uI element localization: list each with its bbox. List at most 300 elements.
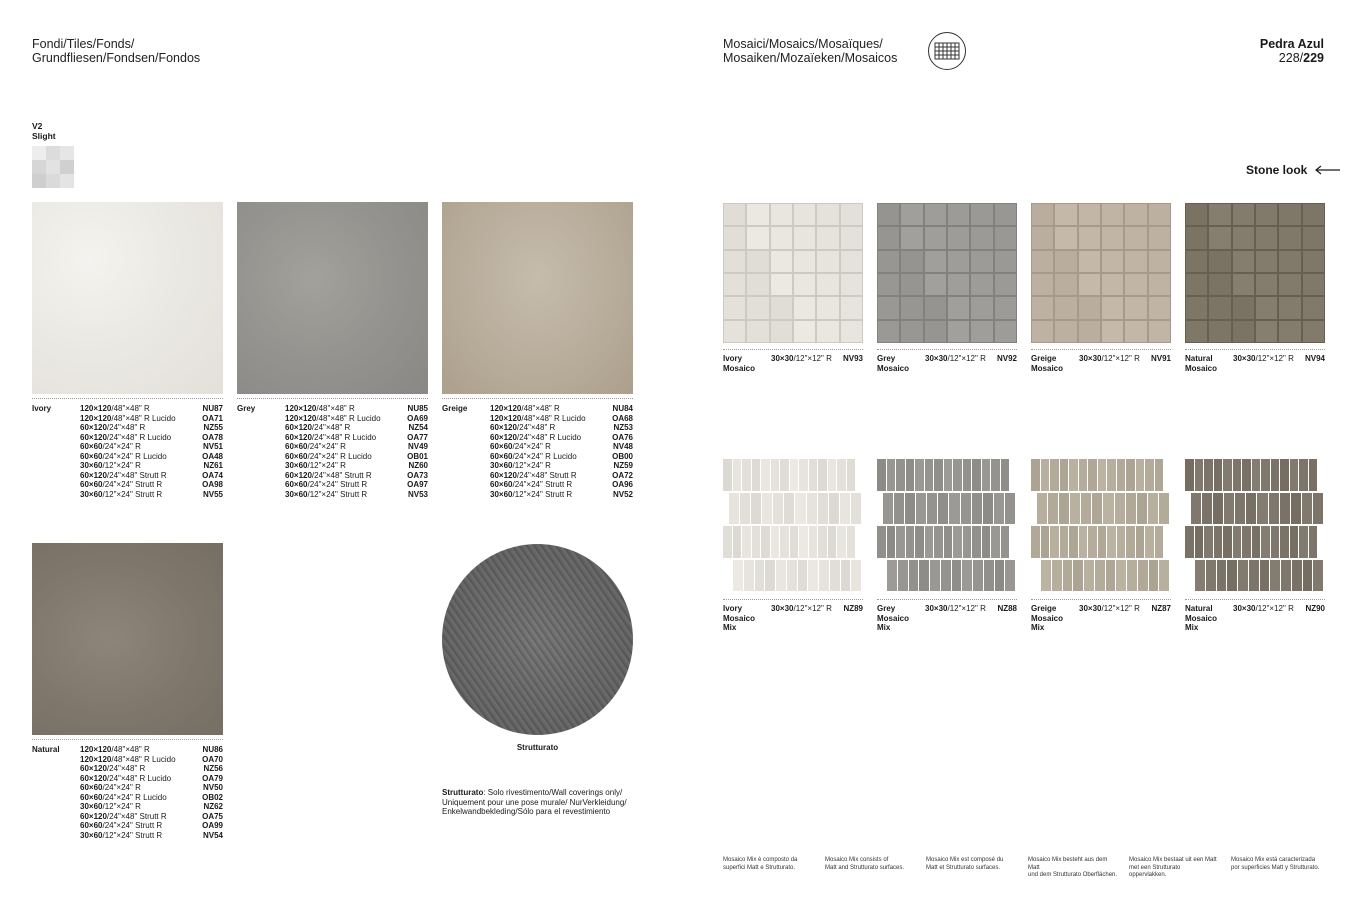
- spec-size: [285, 471, 372, 481]
- note-bold: Strutturato: [442, 788, 484, 797]
- mix-band: [733, 560, 861, 592]
- spec-size-cm: 60×60: [80, 821, 103, 830]
- mosaic-chip: [1095, 560, 1105, 592]
- mosaic-name-line3: Mix: [1031, 623, 1045, 632]
- spec-row: [285, 452, 428, 462]
- mosaic-chip: [1302, 493, 1312, 525]
- mosaic-chip: [1136, 526, 1145, 558]
- mosaic-chip: [925, 227, 946, 248]
- spec-row: [285, 404, 428, 414]
- mosaic-size-in: /12"×12" R: [1255, 354, 1294, 363]
- mosaic-chip: [1280, 493, 1290, 525]
- spec-size: [80, 793, 167, 803]
- mosaic-chip: [901, 227, 922, 248]
- spec-size-cm: 30×60: [80, 802, 103, 811]
- spec-size: [80, 783, 141, 793]
- divider: [877, 599, 1017, 600]
- spec-code: NV50: [202, 783, 223, 792]
- mosaic-name-line2: Mosaico: [723, 613, 756, 623]
- spec-size: [285, 404, 355, 414]
- mosaic-chip: [771, 204, 792, 225]
- mosaic-chip: [1059, 493, 1069, 525]
- mosaic-chip: [972, 459, 981, 491]
- mosaic-size: [925, 604, 986, 614]
- mosaic-name: [877, 354, 909, 373]
- spec-row: [80, 793, 223, 803]
- mosaic-chip: [1145, 459, 1154, 491]
- mosaic-chip: [818, 526, 827, 558]
- mosaic-name: [877, 604, 909, 633]
- mosaic-chip: [747, 204, 768, 225]
- spec-row: [490, 471, 633, 481]
- spec-code: NZ61: [203, 461, 223, 470]
- mosaic-mix-caption: [723, 604, 863, 634]
- mosaic-chip: [1281, 560, 1291, 592]
- mosaic-chip: [1032, 321, 1053, 342]
- mosaic-chip: [1223, 526, 1232, 558]
- mosaic-chip: [1149, 274, 1170, 295]
- page-right: 229: [1303, 51, 1324, 65]
- mosaic-chip: [1117, 459, 1126, 491]
- mosaic-image-greige: [1031, 203, 1171, 343]
- mosaic-name-line1: Ivory: [723, 604, 743, 613]
- mosaic-chip: [1233, 321, 1254, 342]
- mosaic-chip: [972, 526, 981, 558]
- mosaic-chip: [1079, 459, 1088, 491]
- spec-size-cm: 60×60: [80, 442, 103, 451]
- mosaic-size-in: /12"×12" R: [1101, 604, 1140, 613]
- mosaic-chip: [995, 274, 1016, 295]
- spec-row: [285, 480, 428, 490]
- mosaic-chip: [1279, 227, 1300, 248]
- spec-size-cm: 30×60: [490, 489, 513, 499]
- mosaic-chip: [944, 526, 953, 558]
- spec-size-cm: 60×60: [285, 451, 308, 461]
- mosaic-chip: [794, 274, 815, 295]
- mosaic-chip: [794, 204, 815, 225]
- mosaic-chip: [1149, 297, 1170, 318]
- mosaic-code: NV93: [842, 354, 863, 363]
- mosaic-chip: [761, 459, 770, 491]
- mosaic-chip: [762, 493, 772, 525]
- mosaic-chip: [787, 560, 797, 592]
- mosaic-chip: [784, 493, 794, 525]
- spec-size: [80, 423, 145, 433]
- spec-size-in: /24"×48" R Lucido: [106, 773, 172, 783]
- mosaic-chip: [799, 526, 808, 558]
- mosaic-chip: [952, 560, 962, 592]
- mosaic-chip: [1185, 459, 1194, 491]
- mosaic-chip: [906, 459, 915, 491]
- spec-code: NZ59: [613, 461, 633, 470]
- mosaic-chip: [1290, 526, 1299, 558]
- mosaic-name-line2: Mosaico: [877, 613, 910, 623]
- spec-row: [285, 461, 428, 471]
- mosaic-size-cm: 30×30: [771, 604, 794, 613]
- mosaic-chip: [1052, 560, 1062, 592]
- mosaic-chip: [818, 459, 827, 491]
- mosaic-chip: [841, 560, 851, 592]
- spec-size: [285, 461, 346, 471]
- spec-size: [285, 423, 350, 433]
- collection-header: [1260, 37, 1324, 65]
- spec-code: OA76: [612, 432, 633, 442]
- mosaic-chip: [1115, 493, 1125, 525]
- mosaic-chip: [948, 204, 969, 225]
- footnote-line2: und dem Strutturato Oberflächen.: [1028, 872, 1118, 878]
- spec-size-in: /48"×48" R: [111, 404, 150, 413]
- mosaic-chip: [1005, 560, 1015, 592]
- mosaic-chip: [1102, 321, 1123, 342]
- divider: [877, 349, 1017, 350]
- mosaic-chip: [995, 560, 1005, 592]
- spec-rows: [80, 745, 223, 840]
- spec-row: [490, 480, 633, 490]
- spec-code: OB00: [612, 451, 633, 461]
- mosaic-chip: [1041, 526, 1050, 558]
- spec-row: [80, 774, 223, 784]
- spec-row: [80, 471, 223, 481]
- mosaic-chip: [948, 227, 969, 248]
- mosaic-chip: [771, 274, 792, 295]
- section-title-mosaics: [723, 37, 897, 65]
- mosaic-name: [1031, 604, 1063, 633]
- mosaic-chip: [901, 251, 922, 272]
- mosaic-chip: [1125, 274, 1146, 295]
- mosaic-name: [723, 604, 755, 633]
- spec-code: NV54: [202, 830, 223, 840]
- mosaic-chip: [747, 297, 768, 318]
- spec-code: OA68: [612, 413, 633, 423]
- mosaic-chip: [1206, 560, 1216, 592]
- mosaic-chip: [780, 459, 789, 491]
- spec-size-cm: 60×60: [490, 442, 513, 451]
- mosaic-chip: [1303, 251, 1324, 272]
- tile-color-name: Grey: [237, 404, 256, 413]
- mosaic-chip: [878, 227, 899, 248]
- mosaic-chip: [1050, 459, 1059, 491]
- mosaic-chip: [1303, 297, 1324, 318]
- spec-code: NV51: [202, 442, 223, 451]
- footnote-line2: met een Strutturato oppervlakken.: [1129, 864, 1181, 878]
- mosaic-chip: [1242, 459, 1251, 491]
- mosaic-name-line3: Mix: [723, 623, 737, 632]
- mosaic-chip: [878, 274, 899, 295]
- mosaic-chip: [771, 297, 792, 318]
- mosaic-code: NZ90: [1305, 604, 1325, 613]
- spec-code: NV48: [612, 442, 633, 451]
- mosaic-chip: [1149, 204, 1170, 225]
- mosaic-chip: [1252, 526, 1261, 558]
- mosaic-caption: [1031, 354, 1171, 374]
- mosaic-chip: [896, 526, 905, 558]
- mosaic-chip: [1280, 526, 1289, 558]
- mosaic-chip: [1149, 251, 1170, 272]
- mix-band: [1037, 493, 1169, 525]
- spec-size: [80, 452, 167, 462]
- mosaic-chip: [1270, 560, 1280, 592]
- mosaic-chip: [1088, 526, 1097, 558]
- mosaic-chip: [1125, 321, 1146, 342]
- spec-row: [80, 480, 223, 490]
- mosaic-chip: [1055, 204, 1076, 225]
- mosaic-chip: [878, 321, 899, 342]
- mosaic-chip: [1235, 493, 1245, 525]
- spec-code: OA99: [202, 821, 223, 830]
- mosaic-chip: [1126, 459, 1135, 491]
- mosaic-chip: [1138, 560, 1148, 592]
- mosaic-chip: [1227, 560, 1237, 592]
- mosaic-name-line2: Mosaico: [1185, 363, 1218, 373]
- mosaic-chip: [817, 251, 838, 272]
- spec-size-cm: 120×120: [490, 413, 522, 423]
- spec-size: [80, 774, 171, 784]
- mosaic-chip: [982, 526, 991, 558]
- mosaic-chip: [1149, 560, 1159, 592]
- mosaic-chip: [905, 493, 915, 525]
- spec-size-cm: 120×120: [80, 413, 112, 423]
- mix-band: [1195, 560, 1323, 592]
- spec-size-cm: 30×60: [80, 461, 103, 470]
- mosaic-chip: [724, 297, 745, 318]
- mosaic-chip: [1079, 321, 1100, 342]
- mosaic-chip: [1107, 526, 1116, 558]
- mosaic-chip: [1185, 526, 1194, 558]
- mosaic-size: [771, 604, 832, 614]
- spec-size: [80, 480, 162, 490]
- mosaic-chip: [961, 493, 971, 525]
- spec-size: [490, 442, 551, 452]
- mosaic-size-in: /12"×12" R: [793, 604, 832, 613]
- divider: [723, 349, 863, 350]
- mosaic-image-natural: [1185, 203, 1325, 343]
- mosaic-chip: [733, 526, 742, 558]
- mosaic-chip: [1303, 321, 1324, 342]
- footnote-line1: Mosaico Mix bestaat uit een Matt: [1129, 857, 1217, 863]
- mosaic-chip: [1103, 493, 1113, 525]
- mosaic-chip: [795, 493, 805, 525]
- mosaic-chip: [724, 204, 745, 225]
- mosaic-size-in: /12"×12" R: [1101, 354, 1140, 363]
- mosaic-chip: [740, 493, 750, 525]
- mosaic-chip: [878, 204, 899, 225]
- mosaic-chip: [1186, 274, 1207, 295]
- spec-size-cm: 60×120: [490, 423, 517, 432]
- spec-row: [285, 423, 428, 433]
- footnote-line1: Mosaico Mix è composto da: [723, 857, 798, 863]
- divider: [1031, 599, 1171, 600]
- spec-size: [80, 442, 141, 452]
- strutturato-texture-image: [442, 544, 633, 735]
- mosaic-chip: [915, 526, 924, 558]
- mosaic-chip: [1079, 297, 1100, 318]
- spec-block-ivory: [32, 404, 223, 500]
- mosaic-chip: [1204, 526, 1213, 558]
- spec-code: OA98: [202, 480, 223, 489]
- spec-size-cm: 60×60: [285, 442, 308, 451]
- mosaic-chip: [1032, 204, 1053, 225]
- mosaic-chip: [1001, 459, 1010, 491]
- divider: [1031, 349, 1171, 350]
- mosaic-chip: [841, 251, 862, 272]
- spec-size: [490, 480, 572, 490]
- mosaic-chip: [1117, 526, 1126, 558]
- mosaic-name-line2: Mosaico: [1031, 363, 1064, 373]
- spec-rows: [490, 404, 633, 499]
- spec-row: [80, 423, 223, 433]
- mosaic-chip: [901, 321, 922, 342]
- mosaic-chip: [1005, 493, 1015, 525]
- spec-code: OA77: [407, 432, 428, 442]
- mosaic-chip: [1102, 227, 1123, 248]
- mosaic-chip: [1223, 459, 1232, 491]
- divider: [723, 599, 863, 600]
- stone-look-label: [1246, 163, 1356, 177]
- mosaic-chip: [841, 227, 862, 248]
- mosaic-name: [1031, 354, 1063, 373]
- mosaic-chip: [1069, 526, 1078, 558]
- mosaic-chip: [1098, 459, 1107, 491]
- mosaic-chip: [919, 560, 929, 592]
- mosaic-chip: [1116, 560, 1126, 592]
- spec-size-in: /24"×48" Strutt R: [311, 470, 372, 480]
- mosaic-chip: [991, 526, 1000, 558]
- collection-title: Pedra Azul: [1259, 37, 1324, 51]
- spec-size-in: /24"×24" Strutt R: [102, 821, 163, 830]
- mosaic-chip: [1299, 459, 1308, 491]
- spec-code: NV55: [202, 489, 223, 499]
- spec-size-cm: 60×120: [80, 773, 107, 783]
- spec-size-in: /24"×24" R: [307, 442, 346, 451]
- spec-size-in: /12"×24" Strutt R: [102, 489, 163, 499]
- mosaic-name: [723, 354, 755, 373]
- spec-size-in: /48"×48" R Lucido: [111, 413, 176, 423]
- mosaic-chip: [925, 526, 934, 558]
- mosaic-chip: [925, 274, 946, 295]
- spec-block-natural: [32, 745, 223, 841]
- tile-image-grey: [237, 202, 428, 394]
- mosaic-chip: [794, 227, 815, 248]
- mosaic-chip: [1279, 274, 1300, 295]
- mosaic-caption: [1185, 354, 1325, 374]
- spec-code: NZ54: [408, 423, 428, 432]
- mosaic-chip: [1256, 204, 1277, 225]
- mosaic-chip: [751, 493, 761, 525]
- footnote-line2: Matt and Strutturato surfaces.: [825, 864, 905, 871]
- mosaic-chip: [1073, 560, 1083, 592]
- mosaic-size-cm: 30×30: [771, 354, 794, 363]
- spec-size: [285, 452, 372, 462]
- spec-code: NV49: [407, 442, 428, 451]
- mosaic-chip: [1261, 459, 1270, 491]
- spec-size-cm: 120×120: [80, 754, 112, 764]
- mosaic-chip: [1291, 493, 1301, 525]
- mosaic-chip: [1069, 459, 1078, 491]
- spec-size: [80, 490, 162, 500]
- mosaic-image-grey: [877, 203, 1017, 343]
- mix-band: [1185, 459, 1317, 491]
- mosaic-chip: [1106, 560, 1116, 592]
- spec-size: [80, 461, 141, 471]
- mosaic-chip: [1125, 251, 1146, 272]
- mosaic-chip: [808, 560, 818, 592]
- mosaic-name-line2: Mosaico: [1185, 613, 1218, 623]
- mosaic-chip: [995, 321, 1016, 342]
- mosaic-chip: [1159, 493, 1169, 525]
- mosaic-size-in: /12"×12" R: [947, 354, 986, 363]
- mosaic-size-cm: 30×30: [1079, 354, 1102, 363]
- mosaic-chip: [906, 526, 915, 558]
- tile-image-natural: [32, 543, 223, 735]
- spec-size-cm: 60×60: [80, 792, 103, 802]
- mosaic-chip: [948, 251, 969, 272]
- mosaic-chip: [1126, 526, 1135, 558]
- spec-size: [80, 755, 176, 765]
- mosaic-chip: [1209, 274, 1230, 295]
- spec-size: [80, 764, 145, 774]
- mosaic-size-in: /12"×12" R: [947, 604, 986, 613]
- spec-size-in: /12"×24" Strutt R: [102, 830, 163, 840]
- spec-row: [80, 745, 223, 755]
- mosaic-chip: [995, 251, 1016, 272]
- spec-code: OA78: [202, 432, 223, 442]
- mosaic-size-cm: 30×30: [1079, 604, 1102, 613]
- spec-size-cm: 60×120: [285, 470, 312, 480]
- mosaic-name: [1185, 604, 1217, 633]
- mosaic-chip: [1098, 526, 1107, 558]
- spec-size-in: /12"×24" R: [102, 461, 141, 470]
- mosaic-chip: [1107, 459, 1116, 491]
- mosaic-size: [1233, 604, 1294, 614]
- mosaic-chip: [1209, 297, 1230, 318]
- spec-code: NZ56: [203, 764, 223, 773]
- mosaic-chip: [938, 493, 948, 525]
- spec-size-cm: 120×120: [285, 404, 317, 413]
- stone-look-text: Stone look: [1246, 163, 1308, 177]
- mosaic-chip: [1145, 526, 1154, 558]
- footnote: [1129, 857, 1219, 880]
- mosaic-chip: [1125, 297, 1146, 318]
- spec-size-in: /48"×48" R Lucido: [111, 754, 176, 764]
- spec-size-in: /48"×48" R: [521, 404, 560, 413]
- spec-code: OA73: [407, 470, 428, 480]
- mosaic-chip: [724, 321, 745, 342]
- mosaic-chip: [1309, 526, 1318, 558]
- spec-code: OA97: [407, 480, 428, 489]
- mosaic-chip: [837, 459, 846, 491]
- mosaic-chip: [1233, 297, 1254, 318]
- spec-row: [285, 433, 428, 443]
- mosaic-chip: [971, 321, 992, 342]
- mosaic-size-cm: 30×30: [925, 604, 948, 613]
- mosaic-chip: [1155, 526, 1164, 558]
- strutturato-caption: Strutturato: [516, 743, 559, 752]
- mosaic-chip: [830, 560, 840, 592]
- mosaic-chip: [1055, 274, 1076, 295]
- spec-row: [80, 783, 223, 793]
- spec-row: [80, 433, 223, 443]
- mosaic-code: NZ87: [1151, 604, 1171, 613]
- spec-size-cm: 60×60: [285, 480, 308, 489]
- spec-code: NV53: [407, 489, 428, 499]
- mosaic-chip: [1224, 493, 1234, 525]
- divider: [1185, 599, 1325, 600]
- mosaic-name-line1: Ivory: [723, 354, 743, 363]
- spec-code: NZ60: [408, 461, 428, 470]
- mosaic-chip: [1041, 459, 1050, 491]
- spec-row: [490, 442, 633, 452]
- mosaic-chip: [817, 321, 838, 342]
